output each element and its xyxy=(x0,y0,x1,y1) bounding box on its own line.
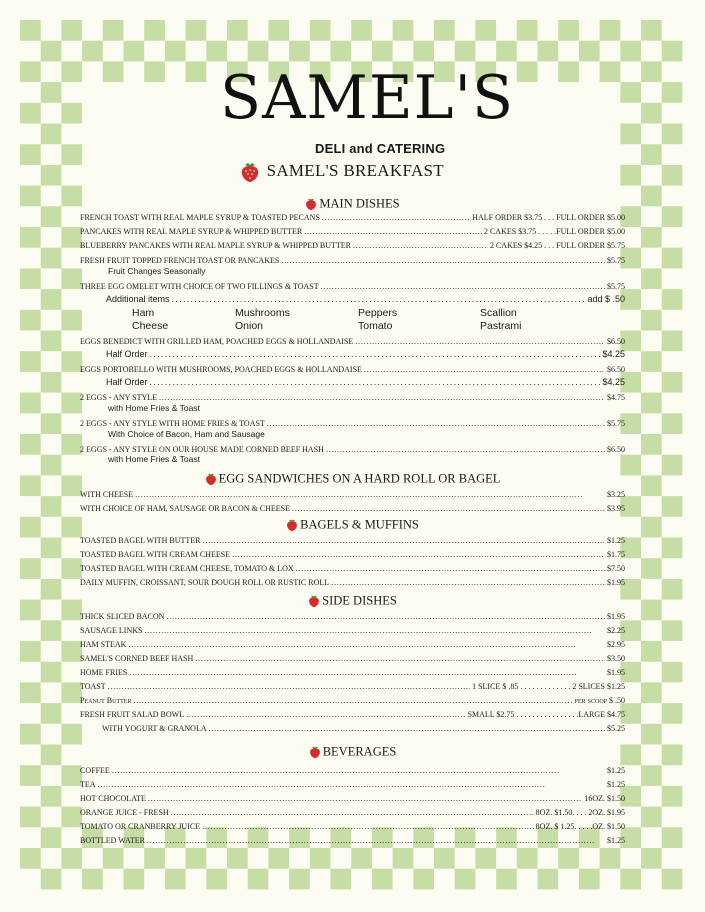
border-square xyxy=(641,393,662,414)
menu-item xyxy=(80,709,625,720)
item-label: ORANGE JUICE - FRESH xyxy=(80,808,169,817)
border-square xyxy=(662,579,683,600)
border-square xyxy=(61,351,82,372)
item-label: BLUEBERRY PANCAKES WITH REAL MAPLE SYRUP & WHIPPED BUTTER xyxy=(80,241,351,250)
half-order xyxy=(80,377,625,388)
filling: Pastrami xyxy=(480,320,522,332)
border-square xyxy=(641,558,662,579)
border-square xyxy=(41,455,62,476)
item-note: With Choice of Bacon, Ham and Sausage xyxy=(108,429,265,439)
item-note: Fruit Changes Seasonally xyxy=(108,266,206,276)
border-square xyxy=(41,786,62,807)
strawberry-icon xyxy=(286,518,298,532)
border-square xyxy=(662,496,683,517)
border-square xyxy=(20,807,41,828)
item-label: HOME FRIES xyxy=(80,668,128,677)
item-price: 1 SLICE $ .85 . . . . . . . . . . . . . 2 SLICES $1.25 xyxy=(472,682,625,691)
border-square xyxy=(41,248,62,269)
item-label: FRENCH TOAST WITH REAL MAPLE SYRUP & TOASTED PECANS xyxy=(80,213,320,222)
item-label: COFFEE xyxy=(80,766,110,775)
item-label: 2 EGGS - ANY STYLE xyxy=(80,393,158,402)
border-square xyxy=(662,124,683,145)
border-square xyxy=(61,61,82,82)
filling: Ham xyxy=(132,307,155,319)
border-square xyxy=(41,620,62,641)
item-price: $4.25 xyxy=(602,377,625,387)
border-square xyxy=(20,268,41,289)
item-price: 2 CAKES $3.75 . . . . .FULL ORDER $5.00 xyxy=(483,227,625,236)
filling: Onion xyxy=(235,320,264,332)
item-price: 2 CAKES $4.25 . . . FULL ORDER $5.75 xyxy=(489,241,625,250)
item-price: SMALL $2.75 . . . . . . . . . . . . . . . .LARGE $4.75 xyxy=(467,710,625,719)
border-square xyxy=(20,351,41,372)
item-label: TOMATO OR CRANBERRY JUICE xyxy=(80,822,201,831)
menu-item xyxy=(80,793,625,804)
item-price: $5.75 xyxy=(607,282,625,291)
item-label: Additional items xyxy=(106,294,170,304)
item-label: Peanut Butter xyxy=(80,696,132,705)
border-square xyxy=(662,248,683,269)
item-price: $1.25 xyxy=(607,780,625,789)
item-price: $2.25 xyxy=(607,626,625,635)
item-price: $5.75 xyxy=(607,256,625,265)
item-price: $6.50 xyxy=(607,365,625,374)
menu-item xyxy=(80,639,625,650)
border-square xyxy=(41,82,62,103)
menu-item xyxy=(80,364,625,375)
menu-item xyxy=(80,695,625,706)
item-label: TOASTED BAGEL WITH CREAM CHEESE, TOMATO & LOX xyxy=(80,564,294,573)
menu-title-text: SAMEL'S BREAKFAST xyxy=(266,161,444,180)
menu-item xyxy=(80,577,625,588)
strawberry-icon xyxy=(305,197,317,211)
border-square xyxy=(20,765,41,786)
strawberry-icon xyxy=(240,161,260,183)
border-square xyxy=(641,20,662,41)
border-square xyxy=(41,413,62,434)
border-square xyxy=(641,186,662,207)
border-square xyxy=(20,848,41,869)
section-heading-side-dishes xyxy=(80,593,625,609)
item-note: with Home Fries & Toast xyxy=(108,403,200,413)
menu-item xyxy=(80,835,625,846)
strawberry-icon xyxy=(205,472,217,486)
border-square xyxy=(20,682,41,703)
item-label: DAILY MUFFIN, CROISSANT, SOUR DOUGH ROLL OR RUSTIC ROLL xyxy=(80,578,330,587)
border-square xyxy=(662,165,683,186)
border-square xyxy=(20,227,41,248)
filling: Cheese xyxy=(132,320,169,332)
item-label: FRESH FRUIT TOPPED FRENCH TOAST OR PANCAKES xyxy=(80,256,280,265)
border-square xyxy=(20,393,41,414)
section-heading-bagels xyxy=(80,517,625,533)
border-square xyxy=(41,538,62,559)
item-label: WITH CHEESE xyxy=(80,490,134,499)
item-price: $3.50 xyxy=(607,654,625,663)
border-square xyxy=(61,682,82,703)
border-square xyxy=(641,848,662,869)
menu-item xyxy=(80,336,625,347)
menu-item xyxy=(80,667,625,678)
border-square xyxy=(41,372,62,393)
border-square xyxy=(20,434,41,455)
border-square xyxy=(61,393,82,414)
half-order xyxy=(80,349,625,360)
item-price: $6.50 xyxy=(607,445,625,454)
border-square xyxy=(20,20,41,41)
border-square xyxy=(61,144,82,165)
menu-item xyxy=(80,226,625,237)
item-label: TOASTED BAGEL WITH CREAM CHEESE xyxy=(80,550,231,559)
menu-item xyxy=(80,549,625,560)
filling: Mushrooms xyxy=(235,307,290,319)
border-square xyxy=(61,186,82,207)
section-heading-egg-sandwiches xyxy=(80,471,625,487)
item-price: $1.25 xyxy=(607,836,625,845)
border-square xyxy=(20,600,41,621)
item-label: Half Order xyxy=(106,377,148,387)
border-square xyxy=(20,517,41,538)
border-square xyxy=(61,20,82,41)
border-square xyxy=(641,517,662,538)
menu-item xyxy=(80,418,625,429)
item-price: $3.25 xyxy=(607,490,625,499)
menu-item xyxy=(80,653,625,664)
border-square xyxy=(641,765,662,786)
section-title: EGG SANDWICHES ON A HARD ROLL OR BAGEL xyxy=(218,471,501,486)
border-square xyxy=(61,807,82,828)
border-square xyxy=(641,268,662,289)
item-price: 16OZ. $1.50 xyxy=(584,794,625,803)
item-price: $2.95 xyxy=(607,640,625,649)
item-label: WITH YOGURT & GRANOLA xyxy=(102,724,207,733)
border-square xyxy=(662,82,683,103)
border-square xyxy=(41,124,62,145)
item-price: $1.95 xyxy=(607,668,625,677)
item-price: $4.75 xyxy=(607,393,625,402)
border-square xyxy=(20,475,41,496)
item-label: TEA xyxy=(80,780,96,789)
border-square xyxy=(662,538,683,559)
border-square xyxy=(41,827,62,848)
item-price: $3.95 xyxy=(607,504,625,513)
border-square xyxy=(41,745,62,766)
item-price: $5.25 xyxy=(607,724,625,733)
item-label: HOT CHOCOLATE xyxy=(80,794,146,803)
menu-item xyxy=(80,807,625,818)
section-title: BEVERAGES xyxy=(322,744,397,759)
section-heading-main-dishes xyxy=(80,196,625,212)
menu-item xyxy=(80,535,625,546)
item-note: with Home Fries & Toast xyxy=(108,454,200,464)
border-square xyxy=(662,827,683,848)
border-square xyxy=(61,724,82,745)
border-square xyxy=(662,289,683,310)
menu-item xyxy=(80,779,625,790)
border-square xyxy=(20,144,41,165)
menu-item xyxy=(80,723,625,734)
item-price: $1.95 xyxy=(607,578,625,587)
menu-item xyxy=(80,563,625,574)
menu-page xyxy=(80,0,625,912)
item-label: FRESH FRUIT SALAD BOWL xyxy=(80,710,185,719)
strawberry-icon xyxy=(308,594,320,608)
item-label: HAM STEAK xyxy=(80,640,127,649)
border-square xyxy=(61,600,82,621)
item-label: 2 EGGS - ANY STYLE ON OUR HOUSE MADE CORNED BEEF HASH xyxy=(80,445,324,454)
border-square xyxy=(41,579,62,600)
border-square xyxy=(641,61,662,82)
border-square xyxy=(641,682,662,703)
menu-item xyxy=(80,489,625,500)
item-price: $1.25 xyxy=(607,536,625,545)
border-square xyxy=(20,61,41,82)
logo xyxy=(220,63,515,156)
menu-item xyxy=(80,240,625,251)
item-label: Half Order xyxy=(106,349,148,359)
item-label: EGGS PORTOBELLO WITH MUSHROOMS, POACHED EGGS & HOLLANDAISE xyxy=(80,365,362,374)
border-square xyxy=(641,475,662,496)
border-square xyxy=(20,186,41,207)
menu-item xyxy=(80,821,625,832)
border-square xyxy=(662,41,683,62)
menu-item xyxy=(80,765,625,776)
logo-tagline: DELI and CATERING xyxy=(315,141,446,156)
border-square xyxy=(61,517,82,538)
filling: Scallion xyxy=(480,307,517,319)
border-square xyxy=(61,475,82,496)
border-square xyxy=(20,724,41,745)
border-square xyxy=(641,351,662,372)
border-square xyxy=(61,227,82,248)
border-square xyxy=(41,331,62,352)
section-heading-beverages xyxy=(80,744,625,760)
menu-item xyxy=(80,212,625,223)
border-square xyxy=(20,310,41,331)
border-square xyxy=(41,289,62,310)
menu-item xyxy=(80,503,625,514)
item-label: EGGS BENEDICT WITH GRILLED HAM, POACHED EGGS & HOLLANDAISE xyxy=(80,337,354,346)
border-square xyxy=(662,413,683,434)
item-label: SAMEL'S CORNED BEEF HASH xyxy=(80,654,194,663)
item-price: 8OZ. $1.50. . . . 2OZ. $1.95 xyxy=(535,808,625,817)
menu-item xyxy=(80,255,625,266)
item-label: TOASTED BAGEL WITH BUTTER xyxy=(80,536,201,545)
border-square xyxy=(41,869,62,890)
border-square xyxy=(61,103,82,124)
border-square xyxy=(61,434,82,455)
item-price: $4.25 xyxy=(602,349,625,359)
border-square xyxy=(662,745,683,766)
border-square xyxy=(41,703,62,724)
border-square xyxy=(662,620,683,641)
border-square xyxy=(662,869,683,890)
item-price: $7.50 xyxy=(607,564,625,573)
item-price: $1.25 xyxy=(607,766,625,775)
section-title: SIDE DISHES xyxy=(322,593,397,608)
item-price: 8OZ. $ 1.25. . . . .OZ. $1.50 xyxy=(535,822,625,831)
border-square xyxy=(641,600,662,621)
menu-item xyxy=(80,625,625,636)
border-square xyxy=(41,496,62,517)
menu-item xyxy=(80,611,625,622)
border-square xyxy=(662,662,683,683)
border-square xyxy=(41,165,62,186)
border-square xyxy=(641,310,662,331)
border-square xyxy=(20,103,41,124)
menu-title xyxy=(240,161,444,183)
border-square xyxy=(641,103,662,124)
item-price: per scoop $ .50 xyxy=(574,696,625,705)
item-label: TOAST xyxy=(80,682,106,691)
border-square xyxy=(61,558,82,579)
border-square xyxy=(662,331,683,352)
border-square xyxy=(641,641,662,662)
strawberry-icon xyxy=(309,745,321,759)
border-square xyxy=(20,641,41,662)
item-price: $1.95 xyxy=(607,612,625,621)
border-square xyxy=(641,227,662,248)
border-square xyxy=(662,703,683,724)
border-square xyxy=(61,268,82,289)
menu-item xyxy=(80,681,625,692)
item-label: 2 EGGS - ANY STYLE WITH HOME FRIES & TOAST xyxy=(80,419,265,428)
item-price: add $ .50 xyxy=(587,294,625,304)
border-square xyxy=(61,641,82,662)
item-label: THREE EGG OMELET WITH CHOICE OF TWO FILLINGS & TOAST xyxy=(80,282,319,291)
item-price: $5.75 xyxy=(607,419,625,428)
additional-items xyxy=(80,294,625,305)
border-square xyxy=(641,807,662,828)
filling: Tomato xyxy=(358,320,393,332)
item-label: BOTTLED WATER xyxy=(80,836,145,845)
border-square xyxy=(662,455,683,476)
border-square xyxy=(61,765,82,786)
border-square xyxy=(641,434,662,455)
border-square xyxy=(662,786,683,807)
item-label: PANCAKES WITH REAL MAPLE SYRUP & WHIPPED BUTTER xyxy=(80,227,303,236)
border-square xyxy=(41,41,62,62)
border-square xyxy=(641,144,662,165)
section-title: BAGELS & MUFFINS xyxy=(300,517,419,532)
menu-item xyxy=(80,281,625,292)
filling: Peppers xyxy=(358,307,398,319)
section-title: MAIN DISHES xyxy=(319,196,400,211)
border-square xyxy=(61,848,82,869)
border-square xyxy=(20,558,41,579)
item-price: $1.75 xyxy=(607,550,625,559)
item-label: THICK SLICED BACON xyxy=(80,612,165,621)
border-square xyxy=(662,206,683,227)
border-square xyxy=(662,372,683,393)
logo-name: SAMEL'S xyxy=(220,63,515,133)
border-square xyxy=(641,724,662,745)
item-label: SAUSAGE LINKS xyxy=(80,626,143,635)
menu-item xyxy=(80,392,625,403)
item-label: WITH CHOICE OF HAM, SAUSAGE OR BACON & CHEESE xyxy=(80,504,291,513)
border-square xyxy=(41,662,62,683)
item-price: HALF ORDER $3.75 . . . FULL ORDER $5.00 xyxy=(472,213,625,222)
border-square xyxy=(61,310,82,331)
border-square xyxy=(41,206,62,227)
item-price: $6.50 xyxy=(607,337,625,346)
